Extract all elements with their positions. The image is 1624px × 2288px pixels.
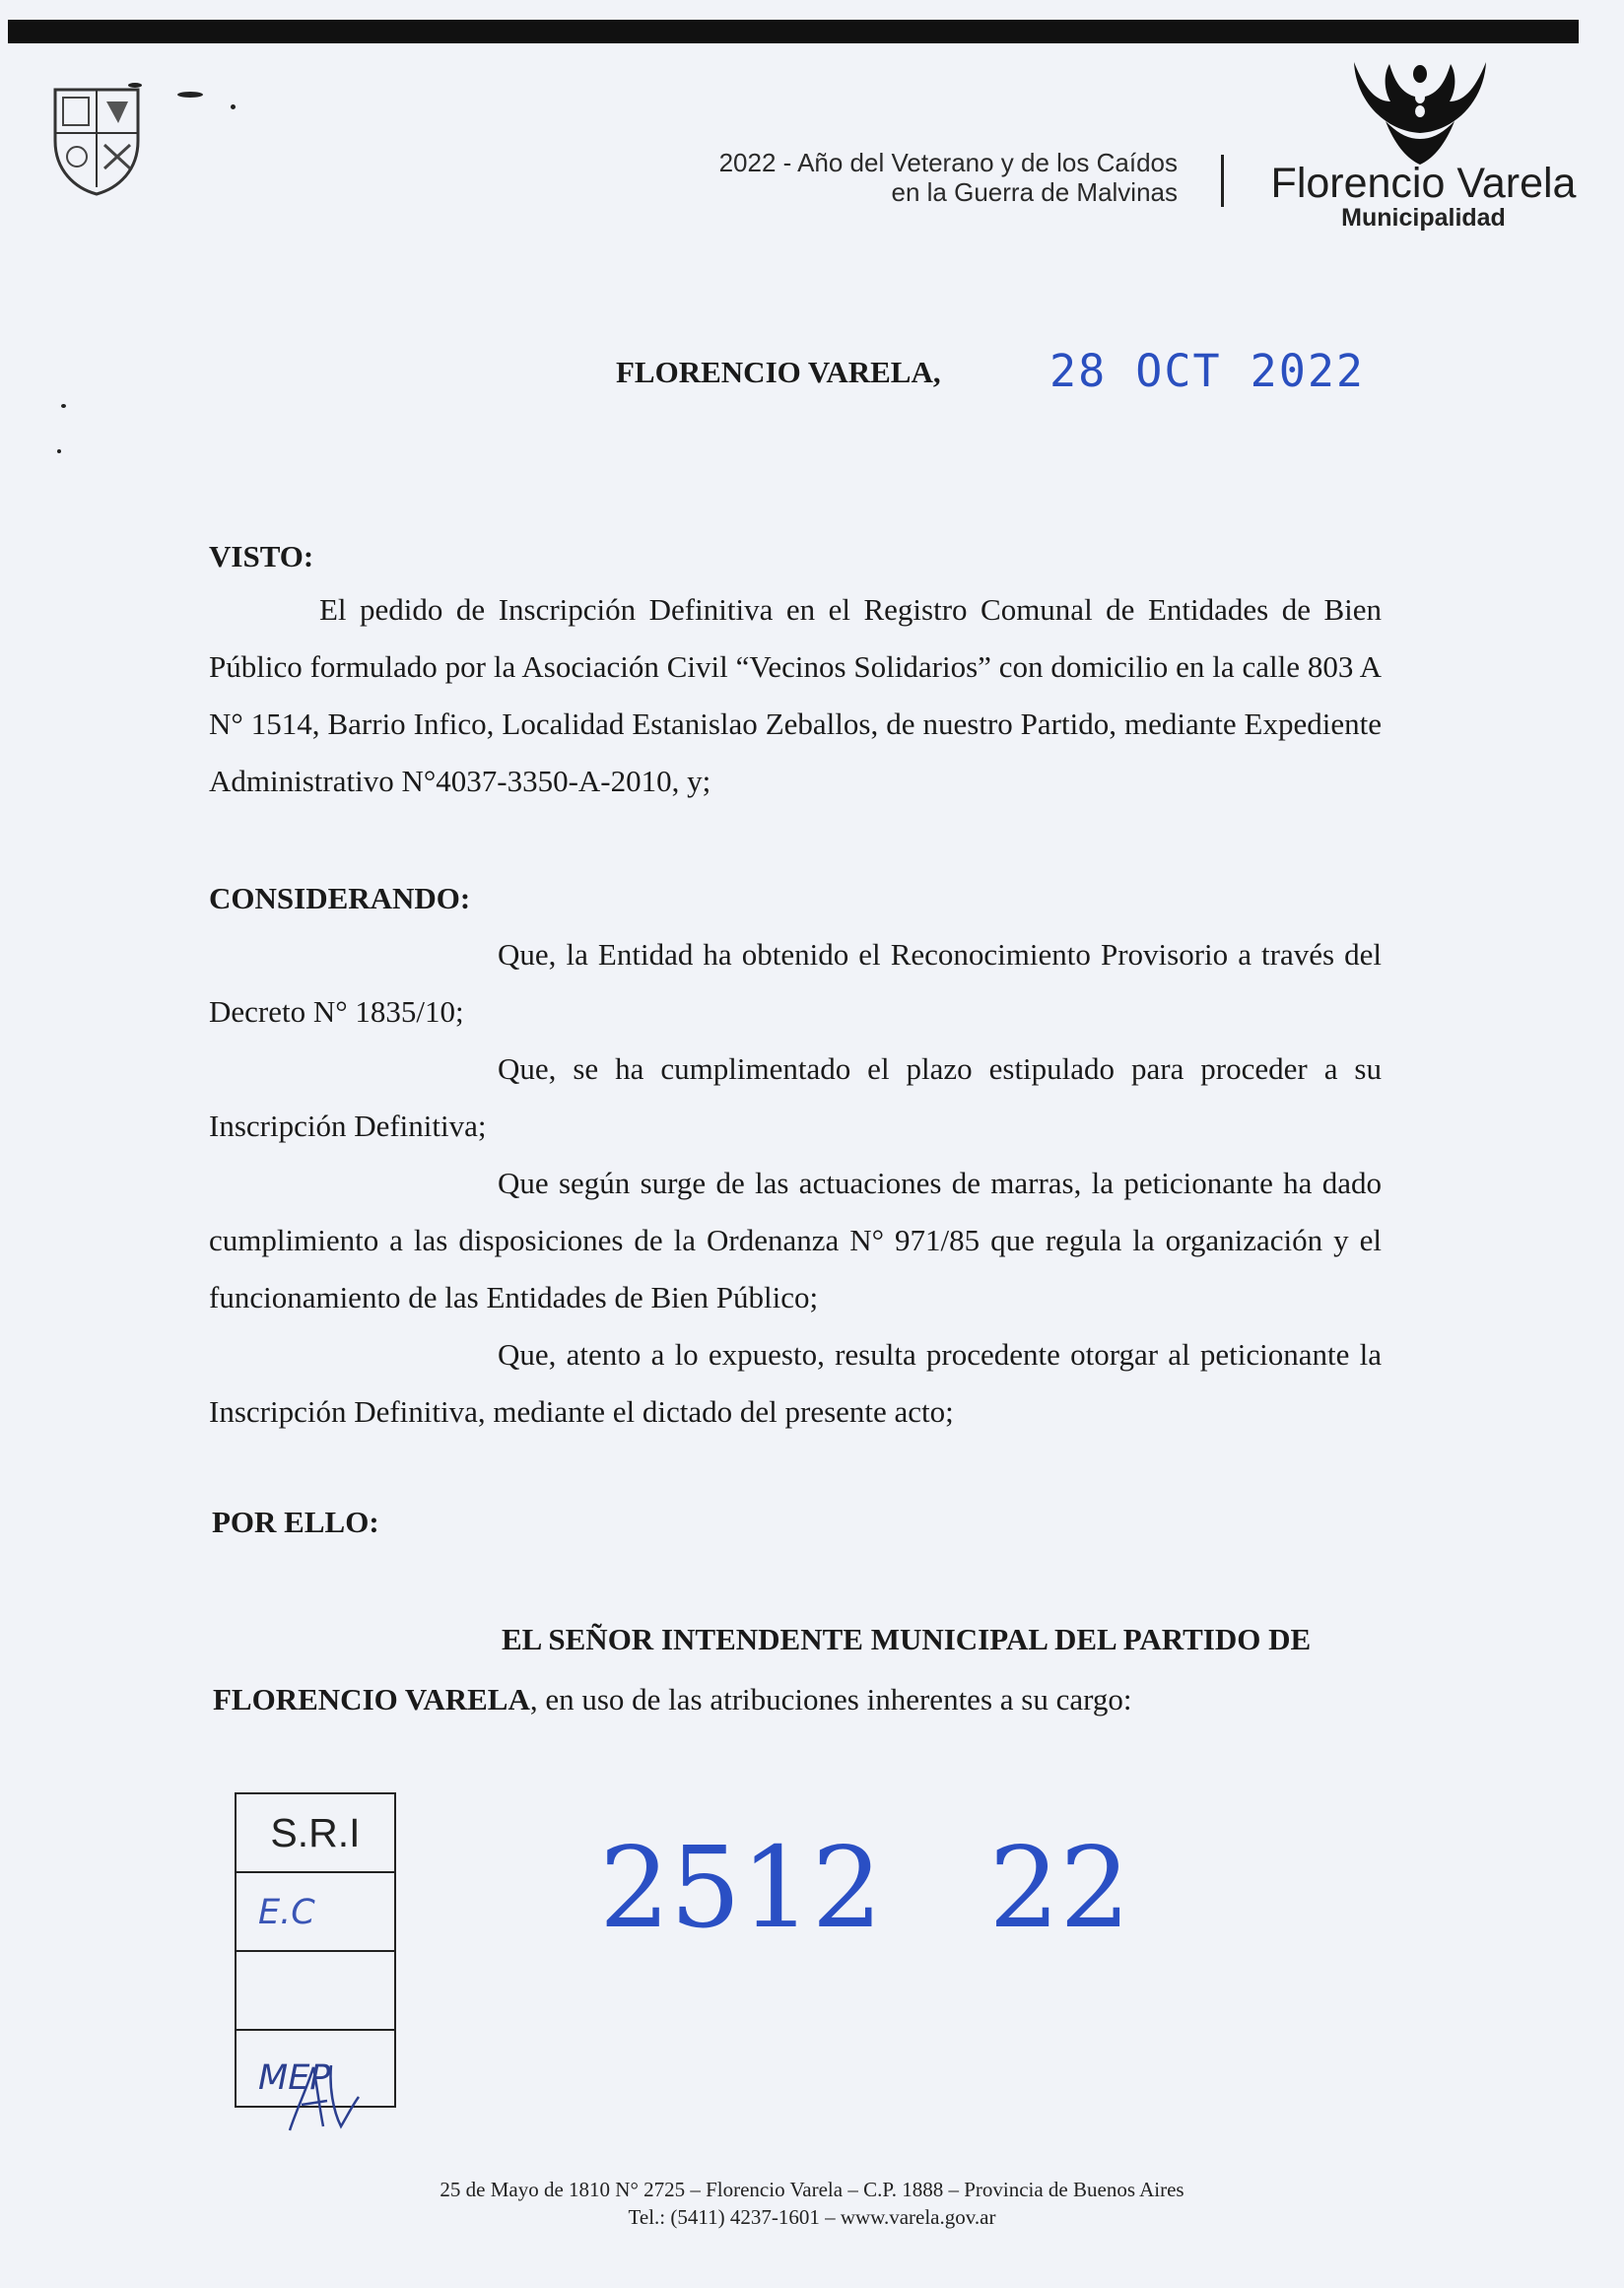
sri-cell-initials <box>237 1873 394 1952</box>
brand-name: Florencio Varela <box>1270 160 1577 207</box>
intendente-clause <box>213 1609 1386 1729</box>
header-divider <box>1221 155 1224 207</box>
scan-speck <box>61 404 66 408</box>
commemorative-header <box>719 148 1178 207</box>
visto-heading: VISTO: <box>209 539 314 573</box>
visto-paragraph: El pedido de Inscripción Definitiva en el Registro Comunal de Entidades de Bien Público formulado por la Asociación Civil “Vecinos Solidarios” con domicilio en la calle 803 A N° 1514, Barrio Infico, Localidad Estanislao Zeballos, de nuestro Partido, mediante Expediente Administrativo N°4037-3350-A-2010, y; <box>209 592 1382 798</box>
municipal-crest-icon <box>49 84 144 198</box>
sri-cell-title <box>237 1794 394 1873</box>
decree-number-stamp: 2512 22 <box>599 1823 1131 1953</box>
considerando-section <box>209 926 1382 1441</box>
por-ello-heading: POR ELLO: <box>212 1505 379 1539</box>
footer-address: 25 de Mayo de 1810 N° 2725 – Florencio Varela – C.P. 1888 – Provincia de Buenos Aires <box>440 2178 1184 2201</box>
scan-speck <box>231 104 236 109</box>
sri-cell-empty <box>237 1952 394 2031</box>
intendente-rest: , en uso de las atribuciones inherentes a su cargo: <box>529 1682 1132 1716</box>
footer <box>0 2176 1624 2231</box>
considerando-paragraph-3: Que según surge de las actuaciones de marras, la peticionante ha dado cumplimiento a las disposiciones de la Ordenanza N° 971/85 que regula la organización y el funcionamiento de las Entidades de Bien Público; <box>209 1166 1382 1314</box>
sri-mep: MEP <box>258 2058 331 2098</box>
considerando-paragraph-1: Que, la Entidad ha obtenido el Reconocimiento Provisorio a través del Decreto N° 1835/10; <box>209 937 1382 1029</box>
scan-speck <box>57 449 61 453</box>
considerando-heading: CONSIDERANDO: <box>209 881 471 915</box>
date-stamp: 28 OCT 2022 <box>1049 345 1366 397</box>
sri-initials: E.C <box>258 1893 315 1932</box>
scan-speck <box>177 92 203 98</box>
florencio-varela-logo-icon <box>1346 62 1494 166</box>
intendente-bold: EL SEÑOR INTENDENTE MUNICIPAL DEL PARTIDO DE FLORENCIO VARELA <box>213 1622 1312 1716</box>
header-year-line2: en la Guerra de Malvinas <box>891 177 1178 207</box>
considerando-paragraph-4: Que, atento a lo expuesto, resulta procedente otorgar al peticionante la Inscripción Definitiva, mediante el dictado del presente acto; <box>209 1337 1382 1429</box>
place-label: FLORENCIO VARELA, <box>616 355 941 389</box>
top-border-bar <box>8 20 1579 43</box>
brand-subtitle: Municipalidad <box>1341 204 1506 232</box>
handwritten-signature-icon <box>284 2057 363 2136</box>
header-year-line1: 2022 - Año del Veterano y de los Caídos <box>718 148 1178 177</box>
sri-title: S.R.I <box>270 1810 361 1855</box>
considerando-paragraph-2: Que, se ha cumplimentado el plazo estipulado para proceder a su Inscripción Definitiva; <box>209 1051 1382 1143</box>
visto-section <box>209 581 1382 810</box>
footer-contact: Tel.: (5411) 4237-1601 – www.varela.gov.ar <box>628 2205 996 2229</box>
